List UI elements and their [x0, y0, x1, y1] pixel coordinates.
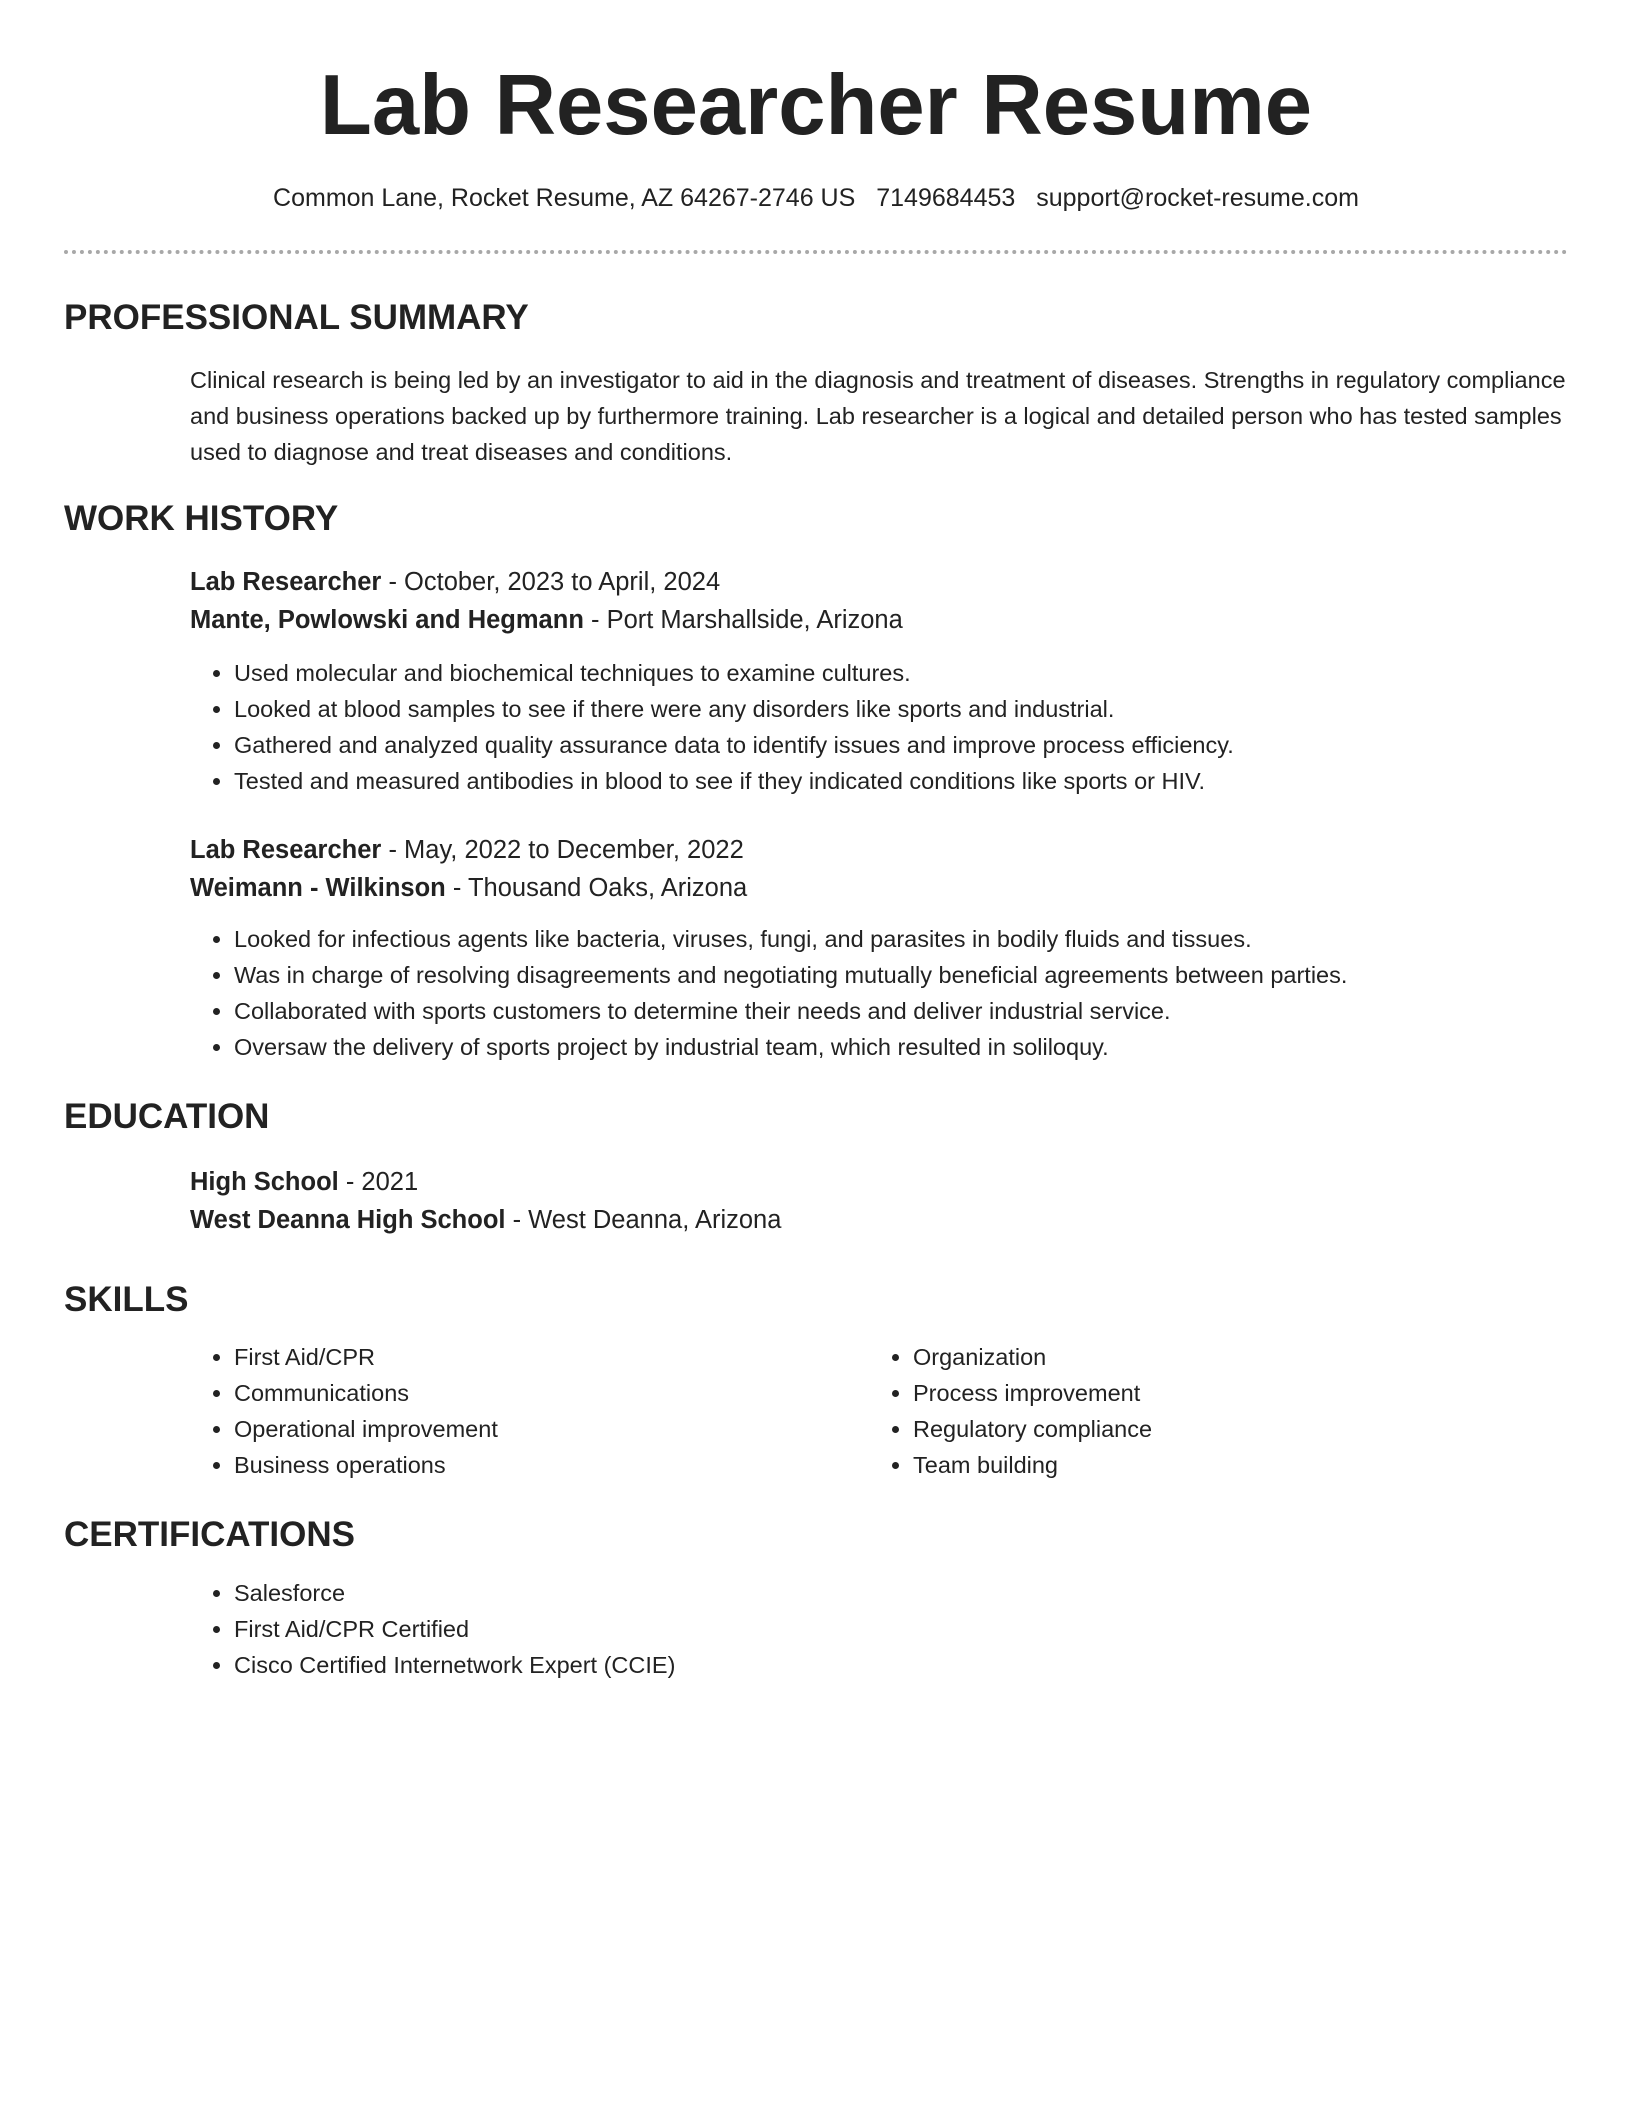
job-dates: - May, 2022 to December, 2022 [381, 836, 744, 864]
list-item: • Tested and measured antibodies in blood to see if they indicated conditions like sports or HIV. [234, 763, 1568, 799]
list-item: • Used molecular and biochemical techniques to examine cultures. [234, 655, 1568, 691]
job-title-line [190, 831, 1568, 869]
education-degree-line [190, 1163, 1568, 1201]
job-duties-list [190, 921, 1568, 1065]
list-item: • Team building [913, 1447, 1613, 1483]
education-degree: High School [190, 1168, 339, 1196]
contact-info [64, 180, 1568, 216]
education-entry [190, 1163, 1568, 1239]
certifications-list [190, 1575, 1568, 1683]
job-company: Weimann - Wilkinson [190, 874, 446, 902]
list-item: • Collaborated with sports customers to determine their needs and deliver industrial service. [234, 993, 1568, 1029]
job-dates: - October, 2023 to April, 2024 [381, 568, 721, 596]
job-title: Lab Researcher [190, 568, 382, 596]
job-company-line [190, 601, 1568, 639]
list-item: • Was in charge of resolving disagreements and negotiating mutually beneficial agreements between parties. [234, 957, 1568, 993]
job-company: Mante, Powlowski and Hegmann [190, 606, 584, 634]
skills-list-right [869, 1339, 1613, 1483]
list-item: • Looked at blood samples to see if there were any disorders like sports and industrial. [234, 691, 1568, 727]
list-item: • Business operations [234, 1447, 869, 1483]
skills-section [190, 1339, 1568, 1483]
summary-heading: PROFESSIONAL SUMMARY [64, 298, 529, 337]
resume-title: Lab Researcher Resume [319, 58, 1313, 153]
job-title: Lab Researcher [190, 836, 382, 864]
list-item: • First Aid/CPR Certified [234, 1611, 1568, 1647]
education-school-line [190, 1201, 1568, 1239]
contact-email: support@rocket-resume.com [1036, 184, 1359, 212]
education-year: - 2021 [338, 1168, 419, 1196]
list-item: • Gathered and analyzed quality assurance data to identify issues and improve process efficiency. [234, 727, 1568, 763]
skills-heading: SKILLS [64, 1280, 189, 1319]
certifications-section [190, 1575, 1568, 1683]
job-company-line [190, 869, 1568, 907]
job-location: - Thousand Oaks, Arizona [445, 874, 748, 902]
skills-list-left [190, 1339, 869, 1483]
education-school: West Deanna High School [190, 1206, 506, 1234]
list-item: • Oversaw the delivery of sports project by industrial team, which resulted in soliloquy. [234, 1029, 1568, 1065]
education-location: - West Deanna, Arizona [505, 1206, 782, 1234]
contact-phone: 7149684453 [876, 184, 1016, 212]
list-item: • Looked for infectious agents like bacteria, viruses, fungi, and parasites in bodily fluids and tissues. [234, 921, 1568, 957]
contact-address: Common Lane, Rocket Resume, AZ 64267-2746 US [273, 184, 856, 212]
list-item: • First Aid/CPR [234, 1339, 869, 1375]
list-item: • Communications [234, 1375, 869, 1411]
list-item: • Organization [913, 1339, 1613, 1375]
certifications-heading: CERTIFICATIONS [64, 1515, 356, 1554]
list-item: • Cisco Certified Internetwork Expert (CCIE) [234, 1647, 1568, 1683]
list-item: • Process improvement [913, 1375, 1613, 1411]
list-item: • Operational improvement [234, 1411, 869, 1447]
job-entry-2 [190, 831, 1568, 1065]
list-item: • Salesforce [234, 1575, 1568, 1611]
education-heading: EDUCATION [64, 1097, 270, 1136]
job-entry-1 [190, 563, 1568, 799]
job-duties-list [190, 655, 1568, 799]
skills-grid [190, 1339, 1568, 1483]
summary-text: Clinical research is being led by an investigator to aid in the diagnosis and treatment of diseases. Strengths in regulatory compliance and business operations backed up by furthermore training. Lab researcher is a logical and detailed person who has tested samples used to diagnose and treat diseases and conditions. [190, 367, 1566, 465]
summary-section [190, 362, 1568, 470]
job-title-line [190, 563, 1568, 601]
header-divider [64, 250, 1568, 254]
work-history-heading: WORK HISTORY [64, 499, 339, 538]
list-item: • Regulatory compliance [913, 1411, 1613, 1447]
job-location: - Port Marshallside, Arizona [583, 606, 903, 634]
